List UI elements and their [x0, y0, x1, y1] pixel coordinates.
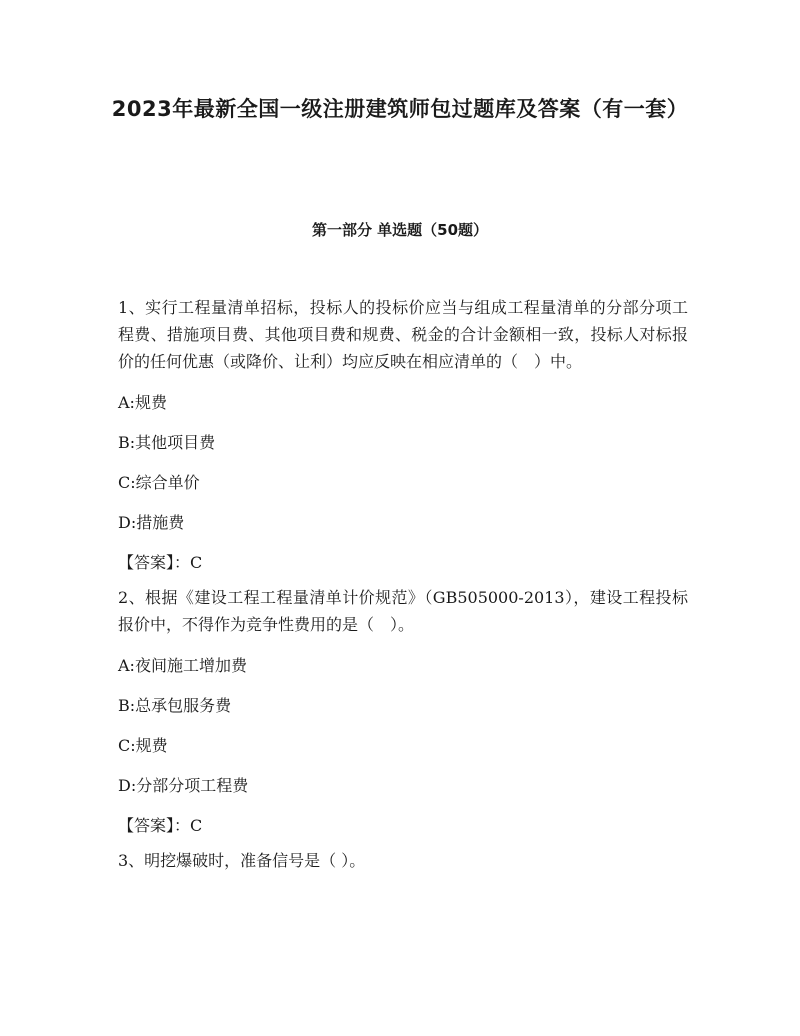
section-title: 第一部分 单选题（50题）	[311, 221, 489, 239]
question-list	[118, 294, 688, 888]
option-d: D:措施费	[118, 513, 185, 532]
question-stem: 3、明挖爆破时，准备信号是（ ）。	[118, 851, 366, 870]
option-c: C:规费	[118, 736, 168, 755]
answer-line: 【答案】：C	[118, 816, 203, 835]
option-c: C:综合单价	[118, 473, 200, 492]
option-a: A:夜间施工增加费	[118, 656, 247, 675]
option-b: B:其他项目费	[118, 433, 216, 452]
option-b: B:总承包服务费	[118, 696, 232, 715]
question-stem: 2、根据《建设工程工程量清单计价规范》（GB505000-2013），建设工程投标报价中，不得作为竞争性费用的是（ ）。	[118, 588, 688, 634]
answer-line: 【答案】：C	[118, 553, 203, 572]
option-d: D:分部分项工程费	[118, 776, 249, 795]
question-stem: 1、实行工程量清单招标，投标人的投标价应当与组成工程量清单的分部分项工程费、措施项目费、其他项目费和规费、税金的合计金额相一致，投标人对标报价的任何优惠（或降价、让利）均应反映在相应清单的（ ）中。	[118, 298, 688, 371]
document-title: 2023年最新全国一级注册建筑师包过题库及答案（有一套）	[111, 97, 689, 121]
option-a: A:规费	[118, 393, 167, 412]
